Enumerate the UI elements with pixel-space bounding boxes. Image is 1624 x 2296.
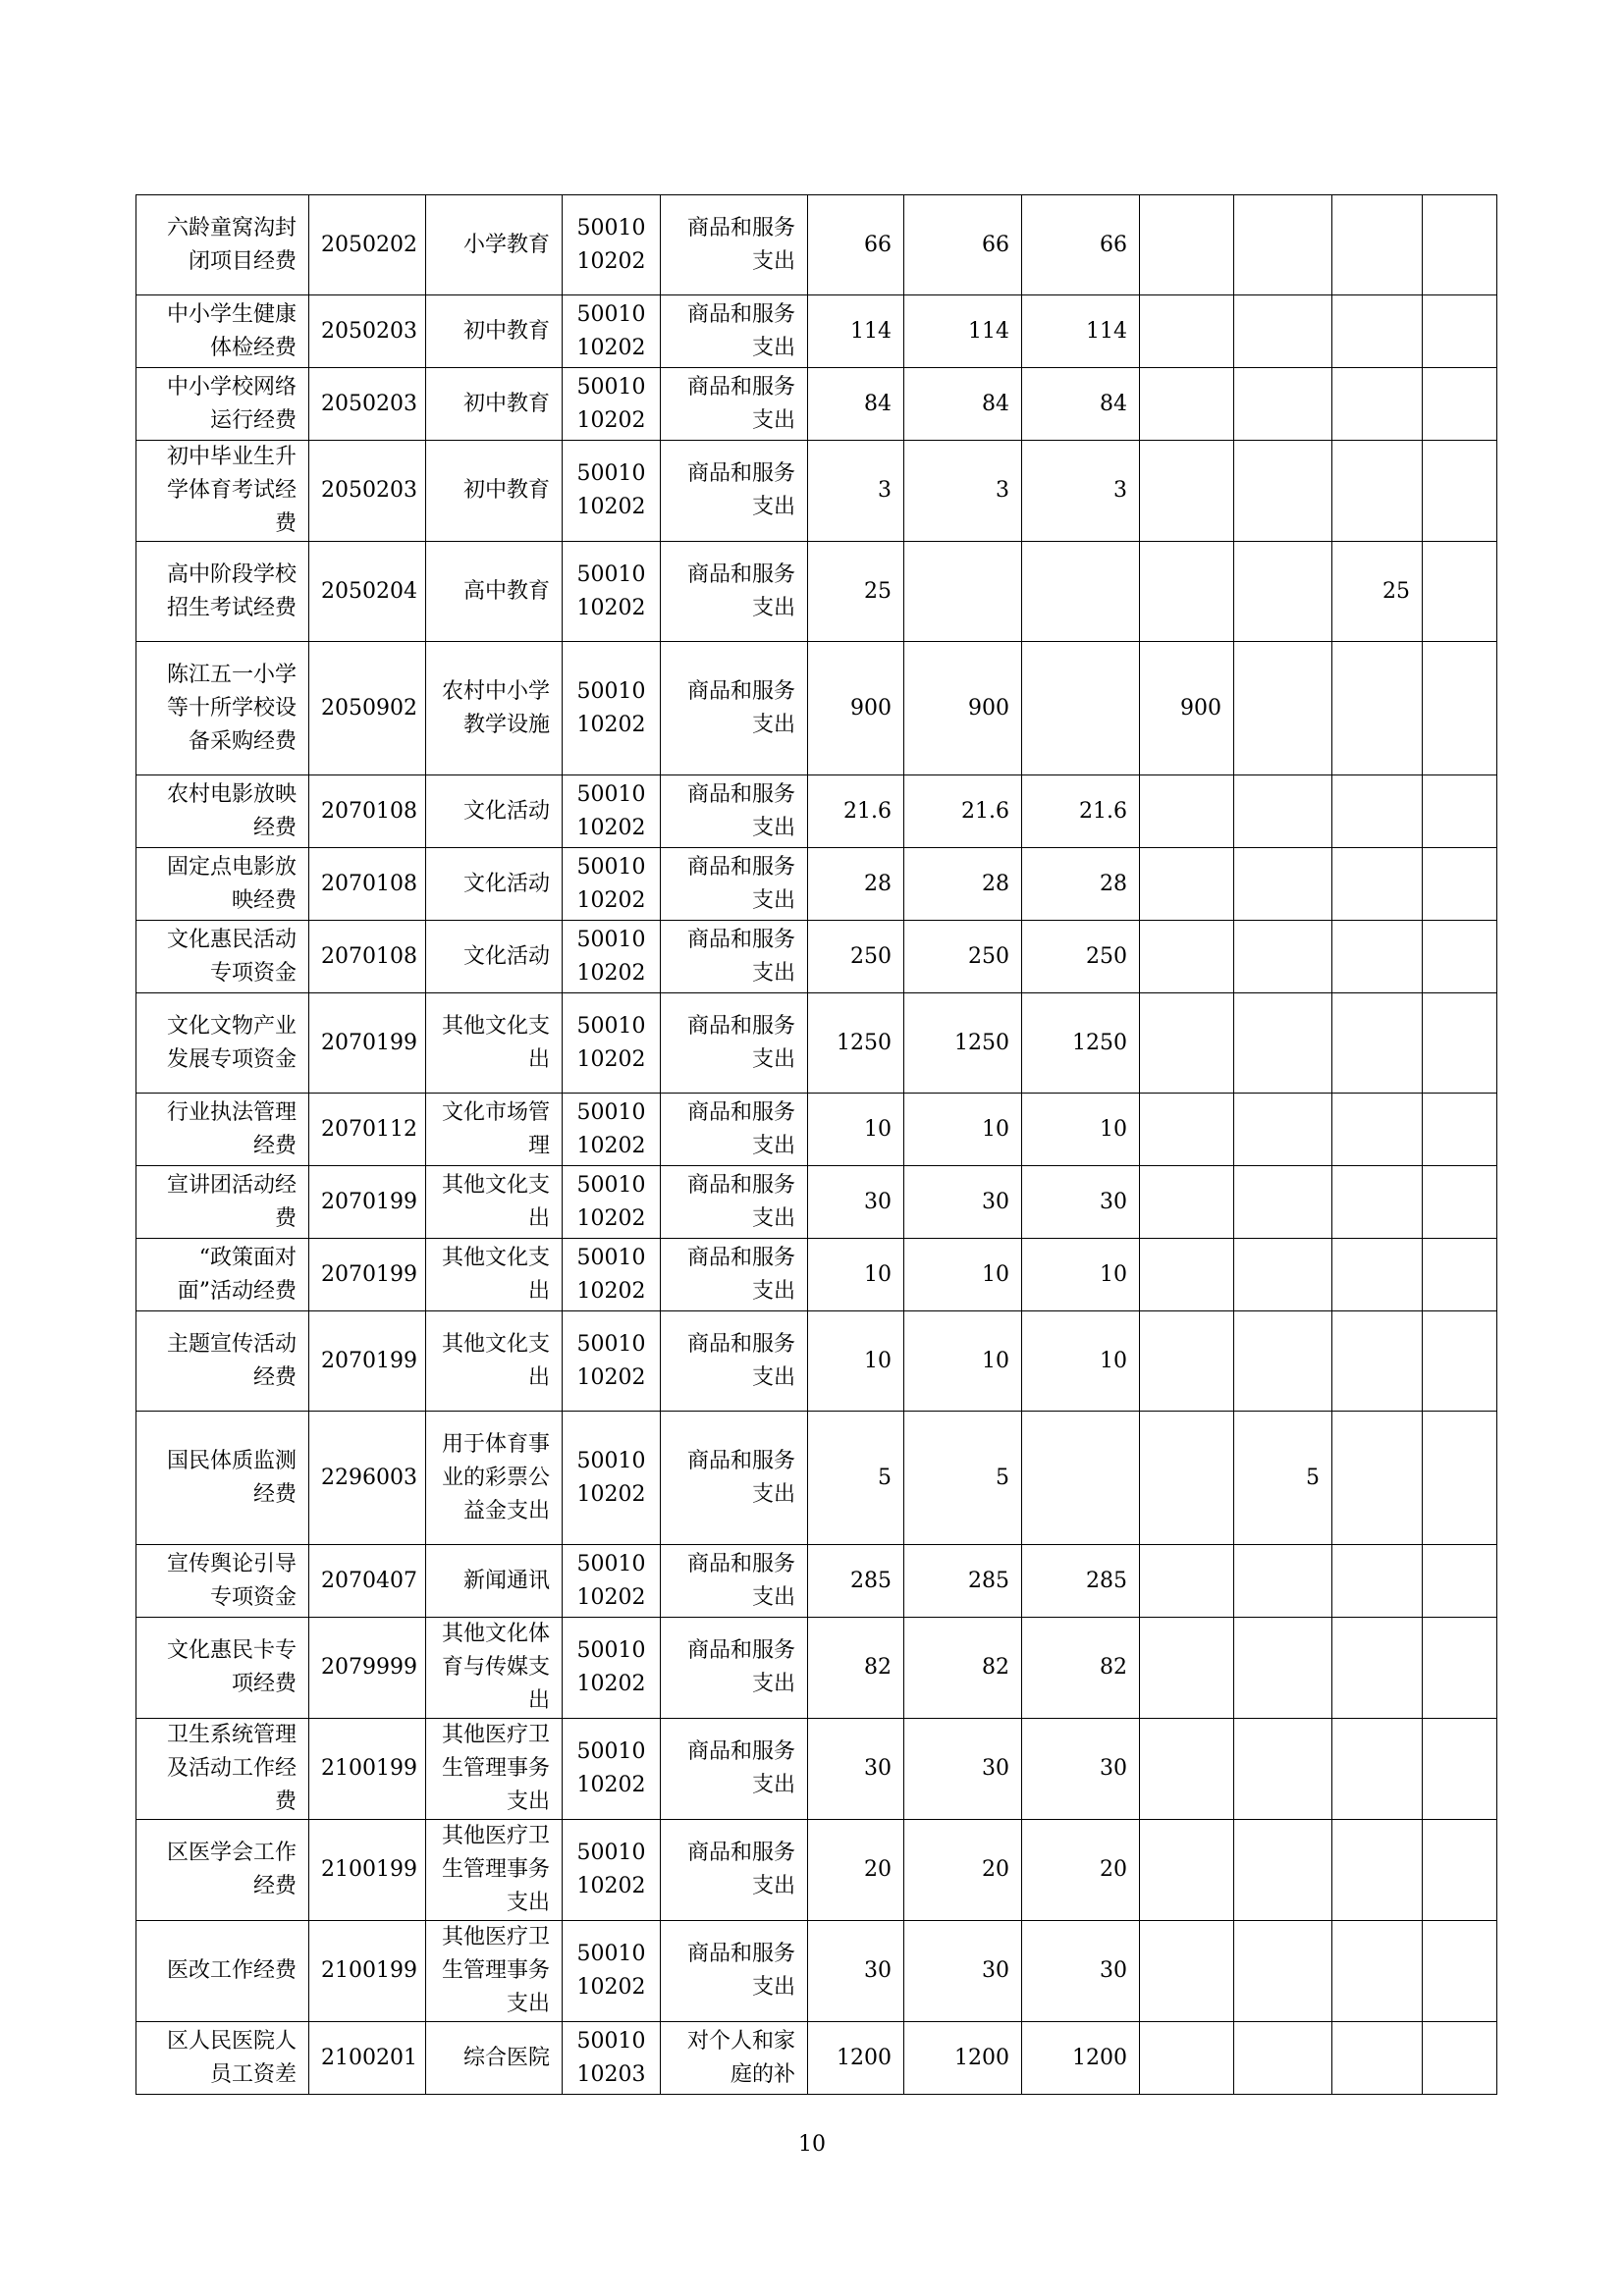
econ-class: 商品和服务支出: [661, 1719, 808, 1820]
amount-col4: [1140, 1820, 1234, 1921]
amount-col6: 25: [1332, 542, 1423, 642]
amount-fiscal: 30: [904, 1719, 1022, 1820]
amount-col6: [1332, 1166, 1423, 1239]
amount-total: 21.6: [808, 775, 904, 848]
econ-class: 商品和服务支出: [661, 368, 808, 441]
amount-general: 28: [1022, 848, 1140, 921]
function-class: 初中教育: [426, 295, 563, 368]
function-class: 其他文化体育与传媒支出: [426, 1618, 563, 1719]
project-name: 高中阶段学校招生考试经费: [136, 542, 309, 642]
econ-code: 50010 10202: [563, 1719, 661, 1820]
amount-general: 30: [1022, 1719, 1140, 1820]
amount-general: [1022, 542, 1140, 642]
amount-col5: [1234, 1166, 1332, 1239]
amount-general: 10: [1022, 1311, 1140, 1412]
table-row: [136, 1719, 1497, 1820]
amount-col6: [1332, 848, 1423, 921]
amount-col5: [1234, 441, 1332, 542]
amount-fiscal: 114: [904, 295, 1022, 368]
function-class: 其他文化支出: [426, 993, 563, 1094]
project-name: 宣讲团活动经费: [136, 1166, 309, 1239]
function-code: 2050203: [309, 441, 426, 542]
function-class: 初中教育: [426, 368, 563, 441]
amount-fiscal: 66: [904, 195, 1022, 295]
econ-class: 商品和服务支出: [661, 993, 808, 1094]
amount-col7: [1423, 993, 1497, 1094]
amount-col7: [1423, 441, 1497, 542]
amount-col7: [1423, 1239, 1497, 1311]
amount-total: 25: [808, 542, 904, 642]
econ-code: 50010 10202: [563, 921, 661, 993]
amount-col6: [1332, 1094, 1423, 1166]
econ-class: 商品和服务支出: [661, 848, 808, 921]
amount-col4: [1140, 1239, 1234, 1311]
function-code: 2100201: [309, 2022, 426, 2095]
amount-col4: [1140, 542, 1234, 642]
amount-col6: [1332, 1311, 1423, 1412]
table-row: [136, 848, 1497, 921]
econ-code: 50010 10202: [563, 642, 661, 775]
amount-general: 285: [1022, 1545, 1140, 1618]
econ-code: 50010 10202: [563, 1311, 661, 1412]
table-row: [136, 1166, 1497, 1239]
amount-fiscal: 250: [904, 921, 1022, 993]
amount-col6: [1332, 368, 1423, 441]
project-name: 主题宣传活动经费: [136, 1311, 309, 1412]
amount-col7: [1423, 1921, 1497, 2022]
function-class: 文化活动: [426, 775, 563, 848]
amount-general: 250: [1022, 921, 1140, 993]
amount-col6: [1332, 195, 1423, 295]
amount-col4: [1140, 848, 1234, 921]
amount-col6: [1332, 295, 1423, 368]
function-code: 2079999: [309, 1618, 426, 1719]
amount-col7: [1423, 1412, 1497, 1545]
function-class: 初中教育: [426, 441, 563, 542]
amount-col5: [1234, 1618, 1332, 1719]
econ-class: 商品和服务支出: [661, 775, 808, 848]
project-name: 文化文物产业发展专项资金: [136, 993, 309, 1094]
amount-col4: [1140, 1311, 1234, 1412]
table-row: [136, 295, 1497, 368]
table-row: [136, 642, 1497, 775]
function-class: 新闻通讯: [426, 1545, 563, 1618]
table-row: [136, 441, 1497, 542]
function-class: 其他医疗卫生管理事务支出: [426, 1820, 563, 1921]
amount-col6: [1332, 642, 1423, 775]
amount-col7: [1423, 1166, 1497, 1239]
amount-general: 84: [1022, 368, 1140, 441]
amount-col6: [1332, 1545, 1423, 1618]
amount-col7: [1423, 642, 1497, 775]
project-name: 固定点电影放映经费: [136, 848, 309, 921]
amount-col4: [1140, 1719, 1234, 1820]
amount-col4: [1140, 1412, 1234, 1545]
page-number: 10: [798, 2132, 826, 2157]
econ-class: 商品和服务支出: [661, 1311, 808, 1412]
project-name: 六龄童窝沟封闭项目经费: [136, 195, 309, 295]
amount-fiscal: 285: [904, 1545, 1022, 1618]
function-code: 2070199: [309, 1311, 426, 1412]
econ-code: 50010 10202: [563, 993, 661, 1094]
amount-col4: [1140, 2022, 1234, 2095]
project-name: 卫生系统管理及活动工作经费: [136, 1719, 309, 1820]
table-row: [136, 1618, 1497, 1719]
econ-class: 商品和服务支出: [661, 1545, 808, 1618]
function-code: 2050203: [309, 295, 426, 368]
econ-code: 50010 10202: [563, 295, 661, 368]
econ-class: 商品和服务支出: [661, 1820, 808, 1921]
amount-col5: [1234, 1239, 1332, 1311]
amount-col4: [1140, 1094, 1234, 1166]
econ-class: 商品和服务支出: [661, 642, 808, 775]
amount-col6: [1332, 921, 1423, 993]
function-class: 其他医疗卫生管理事务支出: [426, 1719, 563, 1820]
econ-class: 商品和服务支出: [661, 295, 808, 368]
project-name: 医改工作经费: [136, 1921, 309, 2022]
econ-class: 商品和服务支出: [661, 921, 808, 993]
project-name: 国民体质监测经费: [136, 1412, 309, 1545]
amount-fiscal: 28: [904, 848, 1022, 921]
amount-general: 82: [1022, 1618, 1140, 1719]
econ-code: 50010 10202: [563, 1545, 661, 1618]
amount-col7: [1423, 195, 1497, 295]
amount-total: 900: [808, 642, 904, 775]
amount-fiscal: [904, 542, 1022, 642]
table-row: [136, 993, 1497, 1094]
table-row: [136, 2022, 1497, 2095]
econ-class: 商品和服务支出: [661, 1921, 808, 2022]
function-code: 2050203: [309, 368, 426, 441]
amount-col7: [1423, 542, 1497, 642]
amount-total: 66: [808, 195, 904, 295]
amount-col5: [1234, 1311, 1332, 1412]
function-code: 2296003: [309, 1412, 426, 1545]
econ-code: 50010 10202: [563, 1094, 661, 1166]
amount-fiscal: 10: [904, 1239, 1022, 1311]
amount-col4: [1140, 1166, 1234, 1239]
function-code: 2050204: [309, 542, 426, 642]
table-row: [136, 1820, 1497, 1921]
table-row: [136, 542, 1497, 642]
project-name: 区人民医院人员工资差: [136, 2022, 309, 2095]
econ-class: 商品和服务支出: [661, 542, 808, 642]
function-code: 2050202: [309, 195, 426, 295]
amount-col7: [1423, 2022, 1497, 2095]
amount-total: 20: [808, 1820, 904, 1921]
project-name: 宣传舆论引导专项资金: [136, 1545, 309, 1618]
amount-fiscal: 10: [904, 1311, 1022, 1412]
amount-col6: [1332, 1412, 1423, 1545]
function-code: 2100199: [309, 1921, 426, 2022]
amount-col6: [1332, 1820, 1423, 1921]
amount-col4: 900: [1140, 642, 1234, 775]
table-row: [136, 195, 1497, 295]
amount-general: 66: [1022, 195, 1140, 295]
table-row: [136, 1311, 1497, 1412]
amount-total: 82: [808, 1618, 904, 1719]
amount-col5: [1234, 295, 1332, 368]
project-name: 中小学生健康体检经费: [136, 295, 309, 368]
econ-class: 商品和服务支出: [661, 1239, 808, 1311]
function-code: 2070108: [309, 848, 426, 921]
amount-col7: [1423, 368, 1497, 441]
function-code: 2070407: [309, 1545, 426, 1618]
amount-general: 30: [1022, 1921, 1140, 2022]
amount-col7: [1423, 1094, 1497, 1166]
amount-general: 10: [1022, 1239, 1140, 1311]
function-class: 用于体育事业的彩票公益金支出: [426, 1412, 563, 1545]
amount-total: 1250: [808, 993, 904, 1094]
function-class: 其他文化支出: [426, 1311, 563, 1412]
amount-total: 10: [808, 1094, 904, 1166]
amount-total: 30: [808, 1166, 904, 1239]
amount-general: 1200: [1022, 2022, 1140, 2095]
function-code: 2070199: [309, 1166, 426, 1239]
table-row: [136, 1094, 1497, 1166]
amount-fiscal: 21.6: [904, 775, 1022, 848]
amount-col4: [1140, 1921, 1234, 2022]
econ-code: 50010 10202: [563, 1618, 661, 1719]
amount-general: 10: [1022, 1094, 1140, 1166]
function-class: 其他医疗卫生管理事务支出: [426, 1921, 563, 2022]
econ-code: 50010 10202: [563, 441, 661, 542]
amount-total: 10: [808, 1311, 904, 1412]
amount-col7: [1423, 775, 1497, 848]
amount-col4: [1140, 775, 1234, 848]
amount-col6: [1332, 775, 1423, 848]
econ-code: 50010 10202: [563, 195, 661, 295]
amount-general: 114: [1022, 295, 1140, 368]
econ-code: 50010 10202: [563, 542, 661, 642]
amount-col7: [1423, 921, 1497, 993]
project-name: 文化惠民卡专项经费: [136, 1618, 309, 1719]
amount-fiscal: 84: [904, 368, 1022, 441]
table-row: [136, 921, 1497, 993]
project-name: 初中毕业生升学体育考试经费: [136, 441, 309, 542]
amount-col6: [1332, 1719, 1423, 1820]
amount-col7: [1423, 1545, 1497, 1618]
project-name: 行业执法管理经费: [136, 1094, 309, 1166]
function-class: 小学教育: [426, 195, 563, 295]
econ-code: 50010 10202: [563, 1412, 661, 1545]
function-class: 高中教育: [426, 542, 563, 642]
project-name: 区医学会工作经费: [136, 1820, 309, 1921]
amount-total: 1200: [808, 2022, 904, 2095]
econ-class: 商品和服务支出: [661, 1094, 808, 1166]
amount-col6: [1332, 993, 1423, 1094]
amount-general: [1022, 1412, 1140, 1545]
econ-code: 50010 10202: [563, 1820, 661, 1921]
amount-fiscal: 10: [904, 1094, 1022, 1166]
amount-col6: [1332, 441, 1423, 542]
econ-class: 商品和服务支出: [661, 441, 808, 542]
amount-col6: [1332, 2022, 1423, 2095]
table-body: [136, 195, 1497, 2095]
amount-col5: [1234, 1820, 1332, 1921]
amount-col5: [1234, 1921, 1332, 2022]
project-name: 农村电影放映经费: [136, 775, 309, 848]
project-name: 陈江五一小学等十所学校设备采购经费: [136, 642, 309, 775]
amount-col7: [1423, 848, 1497, 921]
project-name: 中小学校网络运行经费: [136, 368, 309, 441]
amount-total: 5: [808, 1412, 904, 1545]
amount-fiscal: 30: [904, 1166, 1022, 1239]
function-class: 综合医院: [426, 2022, 563, 2095]
amount-col5: [1234, 775, 1332, 848]
econ-class: 商品和服务支出: [661, 1618, 808, 1719]
amount-col6: [1332, 1239, 1423, 1311]
amount-general: [1022, 642, 1140, 775]
amount-col4: [1140, 1618, 1234, 1719]
function-code: 2100199: [309, 1820, 426, 1921]
amount-total: 3: [808, 441, 904, 542]
amount-col7: [1423, 295, 1497, 368]
function-class: 其他文化支出: [426, 1166, 563, 1239]
amount-general: 3: [1022, 441, 1140, 542]
amount-col7: [1423, 1719, 1497, 1820]
amount-col4: [1140, 921, 1234, 993]
table-row: [136, 775, 1497, 848]
amount-col4: [1140, 1545, 1234, 1618]
project-name: 文化惠民活动专项资金: [136, 921, 309, 993]
amount-col5: [1234, 921, 1332, 993]
project-name: “政策面对面”活动经费: [136, 1239, 309, 1311]
function-class: 文化活动: [426, 848, 563, 921]
amount-col5: [1234, 195, 1332, 295]
econ-class: 商品和服务支出: [661, 1412, 808, 1545]
amount-total: 250: [808, 921, 904, 993]
econ-class: 商品和服务支出: [661, 1166, 808, 1239]
econ-class: 商品和服务支出: [661, 195, 808, 295]
econ-code: 50010 10202: [563, 775, 661, 848]
amount-col5: [1234, 1094, 1332, 1166]
function-code: 2070199: [309, 1239, 426, 1311]
function-class: 文化活动: [426, 921, 563, 993]
amount-total: 28: [808, 848, 904, 921]
amount-col5: [1234, 368, 1332, 441]
table-row: [136, 1921, 1497, 2022]
econ-code: 50010 10203: [563, 2022, 661, 2095]
amount-col4: [1140, 441, 1234, 542]
amount-general: 20: [1022, 1820, 1140, 1921]
econ-code: 50010 10202: [563, 368, 661, 441]
amount-fiscal: 1200: [904, 2022, 1022, 2095]
amount-col6: [1332, 1618, 1423, 1719]
amount-col4: [1140, 368, 1234, 441]
amount-col5: [1234, 1545, 1332, 1618]
amount-total: 30: [808, 1719, 904, 1820]
function-code: 2070108: [309, 775, 426, 848]
econ-code: 50010 10202: [563, 1239, 661, 1311]
table-row: [136, 1545, 1497, 1618]
amount-fiscal: 900: [904, 642, 1022, 775]
function-class: 农村中小学教学设施: [426, 642, 563, 775]
function-code: 2070112: [309, 1094, 426, 1166]
amount-col5: [1234, 2022, 1332, 2095]
amount-fiscal: 30: [904, 1921, 1022, 2022]
amount-total: 30: [808, 1921, 904, 2022]
amount-general: 30: [1022, 1166, 1140, 1239]
amount-col4: [1140, 195, 1234, 295]
amount-general: 21.6: [1022, 775, 1140, 848]
amount-col5: [1234, 542, 1332, 642]
amount-total: 285: [808, 1545, 904, 1618]
function-code: 2070199: [309, 993, 426, 1094]
amount-col5: [1234, 1719, 1332, 1820]
table-row: [136, 1412, 1497, 1545]
amount-col6: [1332, 1921, 1423, 2022]
econ-class: 对个人和家庭的补: [661, 2022, 808, 2095]
amount-fiscal: 3: [904, 441, 1022, 542]
amount-col5: [1234, 993, 1332, 1094]
amount-col5: [1234, 848, 1332, 921]
table-row: [136, 368, 1497, 441]
econ-code: 50010 10202: [563, 1921, 661, 2022]
amount-fiscal: 20: [904, 1820, 1022, 1921]
amount-fiscal: 1250: [904, 993, 1022, 1094]
amount-col4: [1140, 993, 1234, 1094]
table-row: [136, 1239, 1497, 1311]
function-class: 文化市场管理: [426, 1094, 563, 1166]
amount-total: 10: [808, 1239, 904, 1311]
amount-col5: 5: [1234, 1412, 1332, 1545]
econ-code: 50010 10202: [563, 1166, 661, 1239]
amount-col7: [1423, 1618, 1497, 1719]
amount-col5: [1234, 642, 1332, 775]
econ-code: 50010 10202: [563, 848, 661, 921]
amount-col4: [1140, 295, 1234, 368]
function-code: 2100199: [309, 1719, 426, 1820]
amount-fiscal: 82: [904, 1618, 1022, 1719]
function-class: 其他文化支出: [426, 1239, 563, 1311]
budget-table: [135, 194, 1497, 2095]
amount-general: 1250: [1022, 993, 1140, 1094]
amount-fiscal: 5: [904, 1412, 1022, 1545]
amount-total: 114: [808, 295, 904, 368]
amount-col7: [1423, 1820, 1497, 1921]
function-code: 2050902: [309, 642, 426, 775]
amount-total: 84: [808, 368, 904, 441]
function-code: 2070108: [309, 921, 426, 993]
amount-col7: [1423, 1311, 1497, 1412]
